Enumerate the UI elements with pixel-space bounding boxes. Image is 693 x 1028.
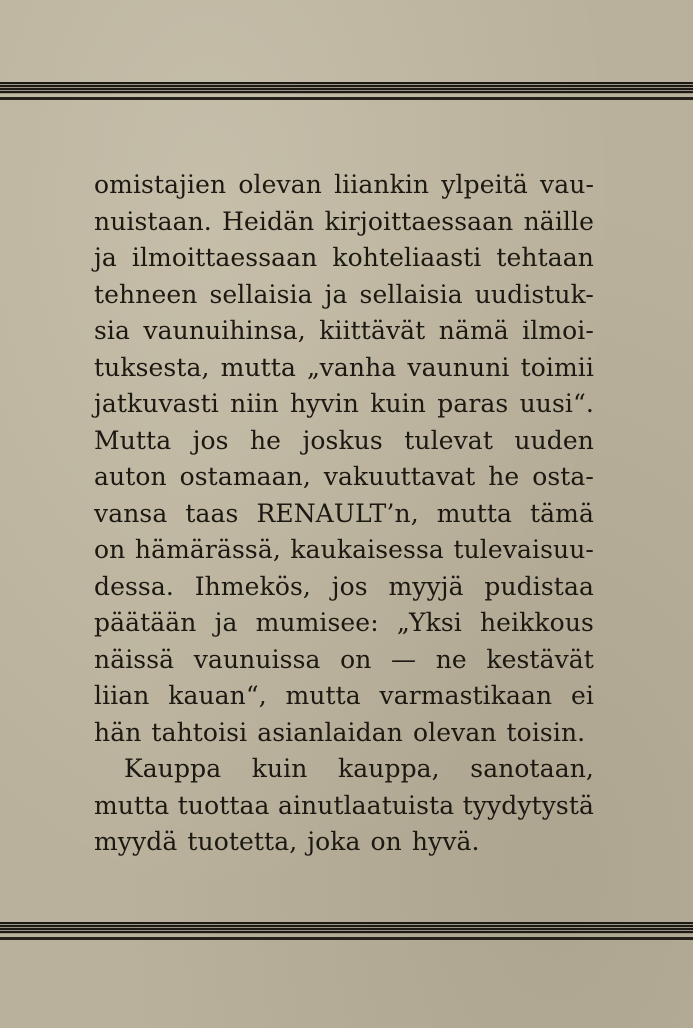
top-rule [0,82,693,104]
word: mutta [285,681,361,710]
word: vaunuissa [193,644,321,674]
word: ylpeitä [441,170,528,199]
word: tuottaa [177,790,270,820]
word: kauppa, [338,754,440,783]
word: kuin [251,754,308,783]
text-line [94,350,594,387]
word: jatkuvasti [94,389,219,418]
word: dessa. [94,571,174,601]
word: myyjä [388,571,464,601]
word: sellaisia [209,279,313,309]
word: on [340,644,372,674]
word: Heidän [222,206,315,236]
text-line [94,569,594,606]
word: jos [331,571,368,601]
word: liian [94,681,150,710]
word: vansa [94,498,168,528]
word: mutta [436,498,513,528]
text-line [94,204,594,241]
word: vaununi [407,352,510,382]
word: hämärässä, [134,535,281,564]
word: uusi“. [519,389,594,418]
word: ilmoi- [522,316,594,345]
paragraph-1 [94,167,594,751]
bottom-rule-thin [0,937,693,940]
word: ne [435,644,467,674]
word: tulevat [404,425,493,455]
word: toimii [520,352,594,382]
word: olevan [238,170,322,199]
text-line [94,605,594,642]
bottom-rule [0,922,693,944]
word: ja [94,243,117,272]
word: auton [94,462,167,491]
text-line [94,386,594,423]
text-line [94,277,594,314]
top-rule-thin [0,97,693,100]
word: tämä [530,498,594,528]
word: he [249,425,282,455]
word: kiittävät [319,316,426,345]
top-rule-thick [0,82,693,94]
word: on [370,827,402,856]
text-line [94,715,594,752]
text-line [94,642,594,679]
word: vaunuihinsa, [143,316,306,345]
word: joka [307,827,361,856]
text-line [94,678,594,715]
word: niin [230,389,279,418]
word: liiankin [334,170,430,199]
word: Mutta [94,425,172,455]
word: kohteliaasti [332,243,482,272]
word: varmastikaan [379,681,553,710]
word: RENAULT’n, [256,498,419,528]
word: Kauppa [124,754,222,783]
word: hyvä. [411,827,480,856]
word: pudistaa [484,571,594,601]
word: olevan [412,717,497,747]
word: uudistuk- [474,279,594,309]
word: jos [192,425,229,455]
word: tahtoisi [151,717,248,747]
word: kaukaisessa [290,535,444,564]
word: toisin. [506,717,586,747]
word: ainutlaatuista [277,790,455,820]
word: mutta [220,352,296,382]
word: vakuuttavat [323,462,476,491]
word: „vanha [307,352,397,382]
word: tehneen [94,279,198,309]
word: ostamaan, [179,462,311,491]
text-line [94,240,594,277]
text-line [94,788,594,825]
word: sanotaan, [470,754,594,783]
word: paras [437,389,509,418]
word: joskus [302,425,383,455]
text-line [94,459,594,496]
text-line [94,313,594,350]
word: vau- [540,170,594,199]
word: sellaisia [359,279,463,309]
word: tulevaisuu- [453,535,594,564]
word: — [391,644,417,674]
word: päätään [94,608,197,637]
word: osta- [532,462,594,491]
word: ilmoittaessaan [131,243,318,272]
text-line [94,751,594,788]
text-line [94,496,594,533]
word: heikkous [479,608,594,637]
word: näille [523,206,594,236]
word: hyvin [289,389,359,418]
word: sia [94,316,131,345]
word: he [488,462,520,491]
word: kauan“, [168,681,267,710]
word: myydä [94,827,178,856]
body-text [94,167,594,861]
text-line [94,532,594,569]
word: kuin [370,389,426,418]
word: ja [324,279,348,309]
text-line [94,167,594,204]
word: Ihmekös, [194,571,311,601]
word: tehtaan [496,243,594,272]
word: on [94,535,126,564]
word: kestävät [486,644,594,674]
text-line [94,423,594,460]
word: nämä [438,316,509,345]
word: näissä [94,644,175,674]
word: ja [214,608,238,637]
word: tyydytystä [462,790,594,820]
word: asianlaidan [257,717,403,747]
text-line [94,824,594,861]
word: ei [570,681,594,710]
word: kirjoittaessaan [324,206,514,236]
word: tuotetta, [187,827,298,856]
paragraph-2 [94,751,594,861]
word: taas [185,498,239,528]
word: nuistaan. [94,206,212,236]
word: „Yksi [396,608,462,637]
word: mutta [94,790,170,820]
word: omistajien [94,170,227,199]
word: uuden [514,425,594,455]
word: hän [94,717,142,747]
word: tuksesta, [94,352,210,382]
bottom-rule-thick [0,922,693,934]
word: mumisee: [255,608,379,637]
